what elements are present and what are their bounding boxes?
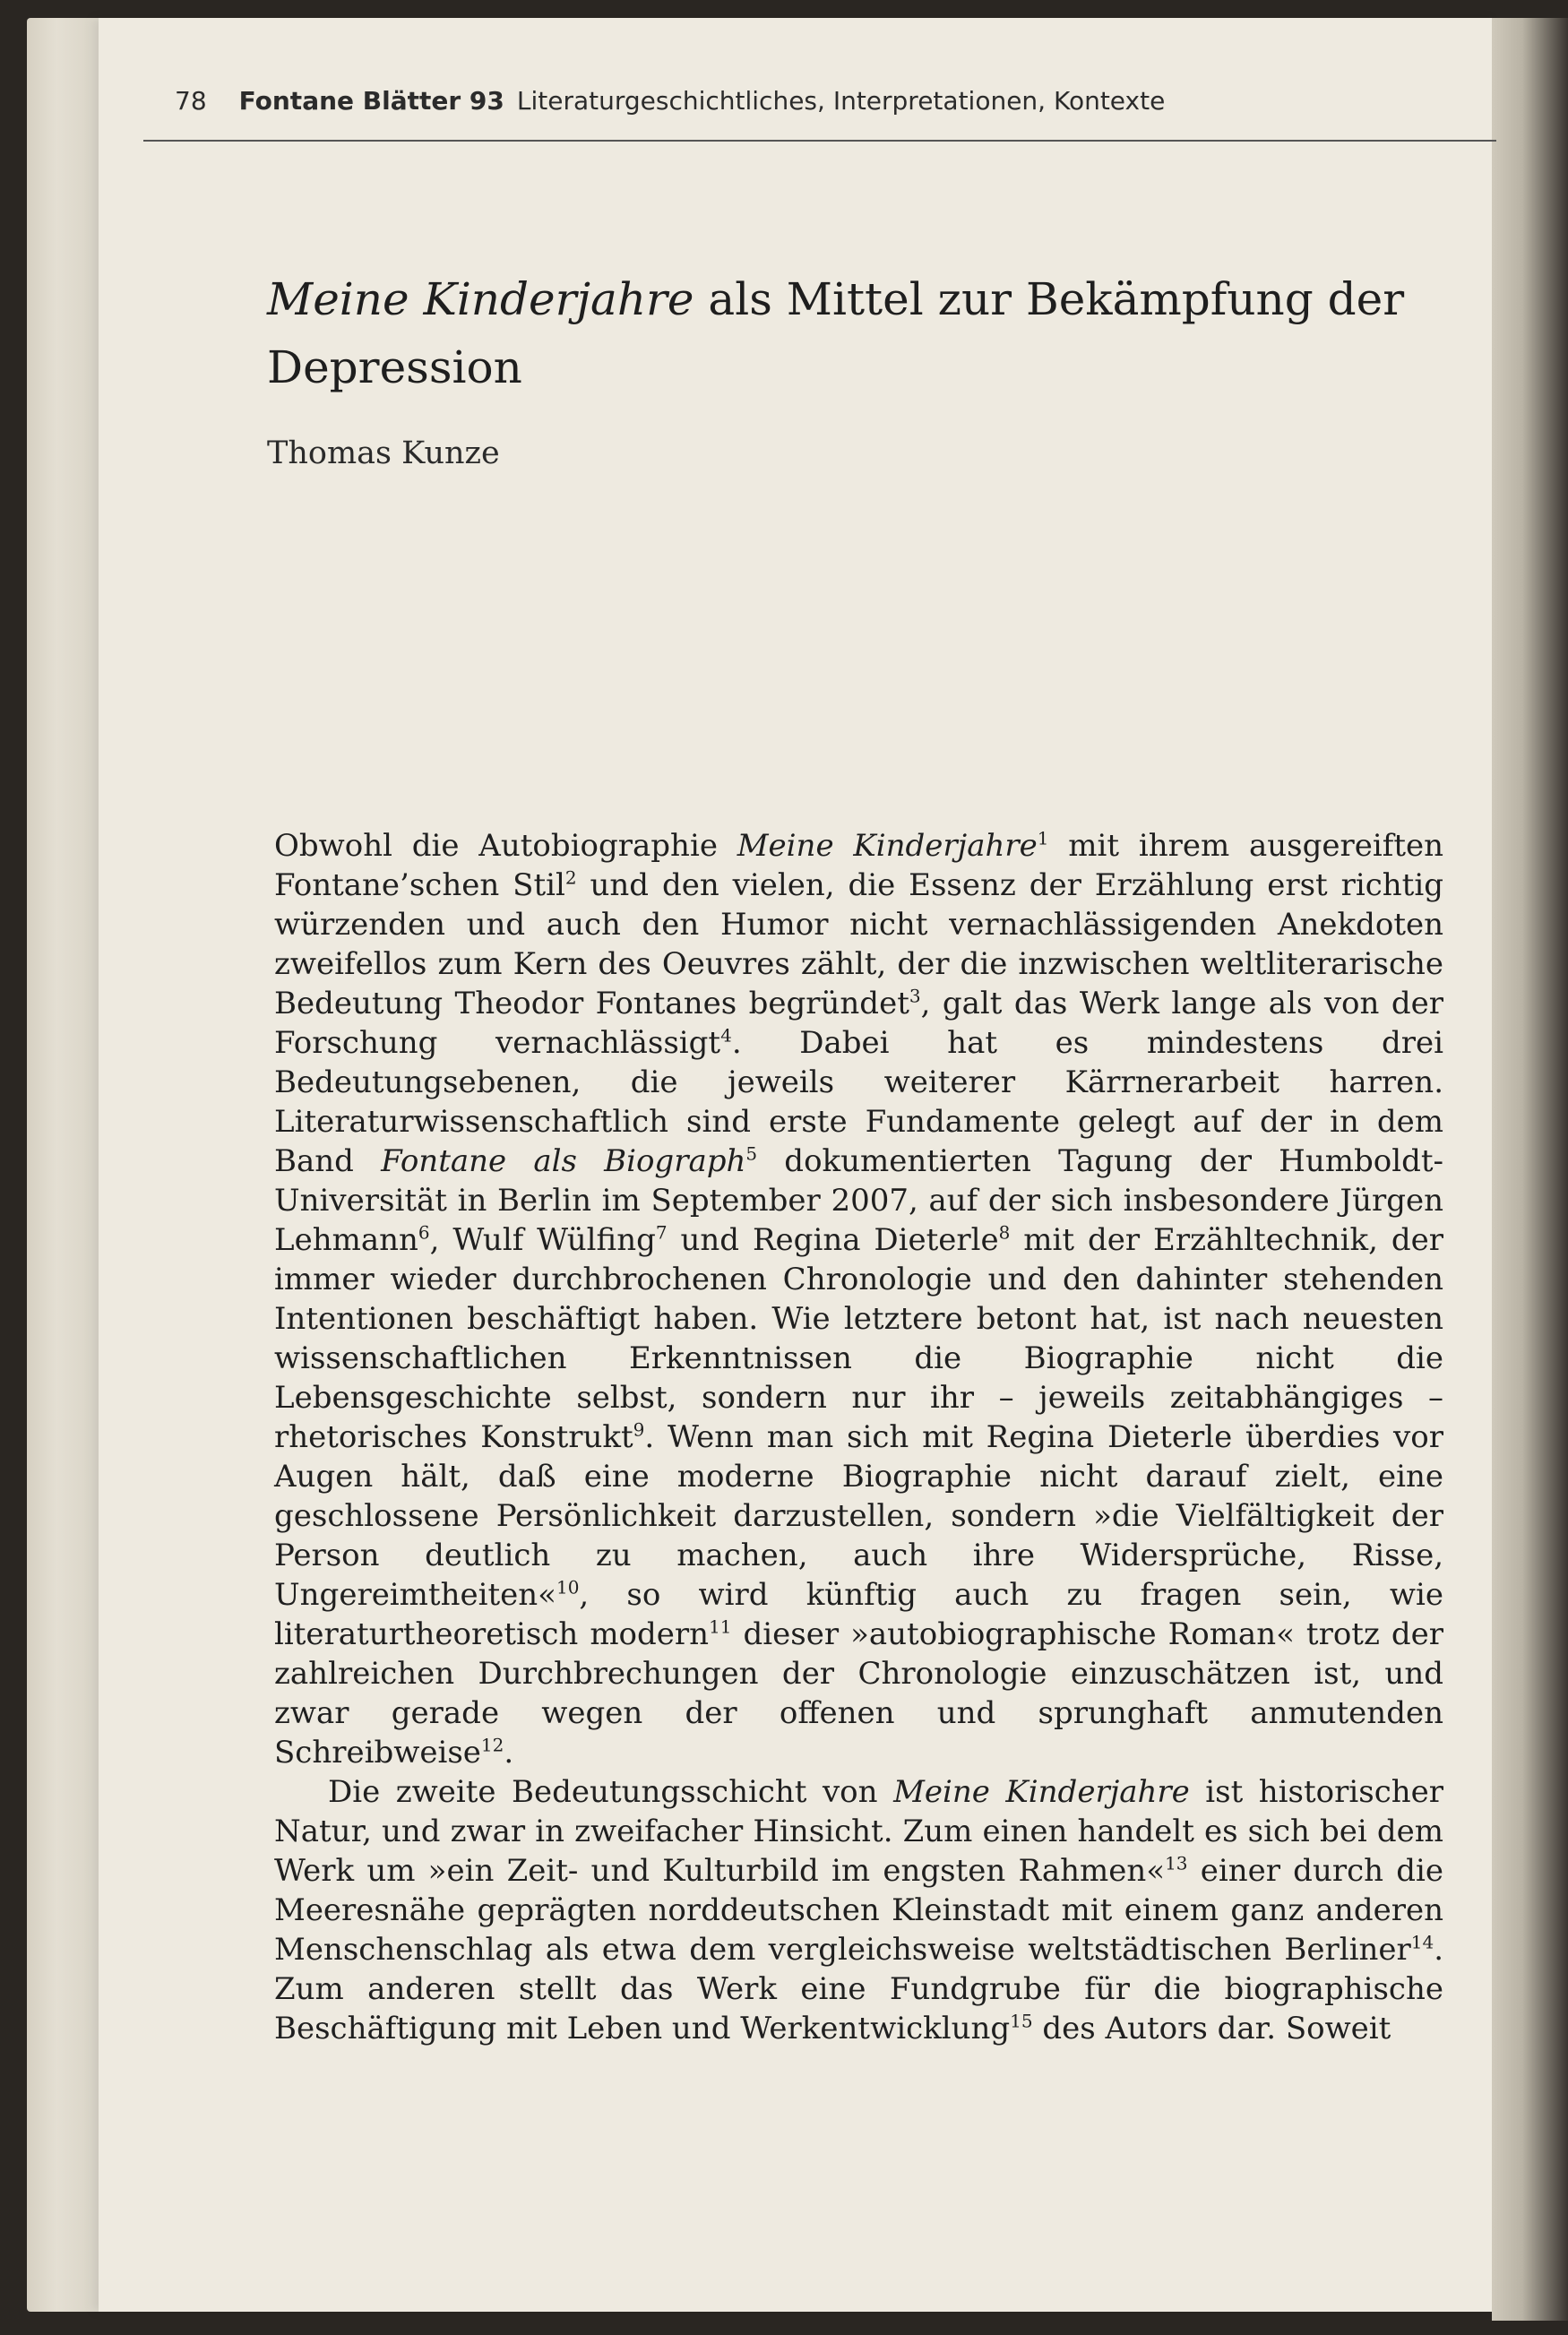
footnote-ref: 15 — [1010, 2010, 1033, 2032]
text-run: und den vielen, die Essenz der Erzählung erst richtig würzenden und auch den Humor nicht vernachlässigenden Anekdoten zweifellos zum Kern des Oeuvres zählt, der die inzwischen weltliterarische Bedeutung Theodor Fontanes begründet — [274, 867, 1443, 1021]
journal-title: Fontane Blätter 93 — [238, 86, 504, 116]
header-rule — [143, 140, 1496, 142]
text-run: und Regina Dieterle — [667, 1222, 999, 1258]
text-run: . Dabei hat es mindestens drei Bedeutungsebenen, die jeweils weiterer Kärrnerarbeit harren. Literaturwissenschaftlich sind erste Fundamente gelegt auf der in dem Band — [274, 1025, 1443, 1179]
footnote-ref: 7 — [655, 1221, 668, 1244]
footnote-ref: 8 — [998, 1221, 1011, 1244]
italic-title-run: Fontane als Biograph — [381, 1143, 746, 1179]
text-run: dokumentierten Tagung der Humboldt-Universität in Berlin im September 2007, auf der sich insbesondere Jürgen Lehmann — [274, 1143, 1443, 1258]
text-run: dieser »autobiographische Roman« trotz der zahlreichen Durchbrechungen der Chronologie einzuschätzen ist, und zwar gerade wegen der offenen und sprunghaft anmutenden Schreibweise — [274, 1616, 1443, 1771]
section-title: Literaturgeschichtliches, Interpretationen, Kontexte — [516, 86, 1166, 116]
footnote-ref: 9 — [633, 1418, 645, 1441]
text-run: mit der Erzähltechnik, der immer wieder durchbrochenen Chronologie und den dahinter stehenden Intentionen beschäftigt haben. Wie letztere betont hat, ist nach neuesten wissenschaftlichen Erkenntnissen die Biographie nicht die Lebensgeschichte selbst, sondern nur ihr – jeweils zeitabhängiges – rhetorisches Konstrukt — [274, 1222, 1443, 1455]
article-title-italic: Meine Kinderjahre — [267, 273, 694, 325]
footnote-ref: 1 — [1037, 827, 1049, 849]
footnote-ref: 13 — [1165, 1852, 1188, 1874]
footnote-ref: 5 — [745, 1142, 758, 1165]
article-title-rest: als Mittel zur Bekämpfung der Depression — [267, 273, 1405, 393]
footnote-ref: 10 — [556, 1576, 580, 1598]
italic-title-run: Meine Kinderjahre — [737, 828, 1038, 864]
article-title — [267, 265, 1432, 401]
text-run: , galt das Werk lange als von der Forschung vernachlässigt — [274, 986, 1444, 1061]
text-run: mit ihrem ausgereiften Fontane’schen Stil — [274, 828, 1444, 903]
facing-page-edge — [1492, 18, 1568, 2321]
text-run: , so wird künftig auch zu fragen sein, wie literaturtheoretisch modern — [274, 1577, 1443, 1652]
footnote-ref: 12 — [480, 1734, 504, 1756]
text-run: . — [504, 1735, 514, 1771]
running-head — [175, 86, 1519, 122]
footnote-ref: 11 — [709, 1616, 732, 1638]
article-author: Thomas Kunze — [267, 435, 500, 471]
footnote-ref: 14 — [1410, 1931, 1434, 1953]
text-run: ist historischer Natur, und zwar in zweifacher Hinsicht. Zum einen handelt es sich bei dem Werk um »ein Zeit- und Kulturbild im engsten Rahmen« — [274, 1774, 1444, 1889]
footnote-ref: 6 — [418, 1221, 430, 1244]
text-run: einer durch die Meeresnähe geprägten norddeutschen Kleinstadt mit einem ganz anderen Menschenschlag als etwa dem vergleichsweise weltstädtischen Berliner — [274, 1853, 1443, 1968]
italic-title-run: Meine Kinderjahre — [893, 1774, 1190, 1810]
text-run: . Zum anderen stellt das Werk eine Fundgrube für die biographische Beschäftigung mit Leben und Werkentwicklung — [274, 1932, 1443, 2046]
body-text — [274, 826, 1443, 2048]
body-paragraph — [274, 826, 1443, 1772]
text-run: . Wenn man sich mit Regina Dieterle überdies vor Augen hält, daß eine moderne Biographie nicht darauf zielt, eine geschlossene Persönlichkeit darzustellen, sondern »die Vielfältigkeit der Person deutlich zu machen, auch ihre Widersprüche, Risse, Ungereimtheiten« — [274, 1419, 1443, 1613]
page-number: 78 — [175, 86, 207, 116]
footnote-ref: 4 — [720, 1024, 732, 1047]
text-run: des Autors dar. Soweit — [1032, 2011, 1391, 2046]
text-run: , Wulf Wülfing — [429, 1222, 656, 1258]
footnote-ref: 3 — [909, 985, 921, 1007]
footnote-ref: 2 — [564, 866, 577, 889]
body-paragraph — [274, 1772, 1443, 2048]
text-run: Obwohl die Autobiographie — [274, 828, 737, 864]
text-run: Die zweite Bedeutungsschicht von — [328, 1774, 894, 1810]
